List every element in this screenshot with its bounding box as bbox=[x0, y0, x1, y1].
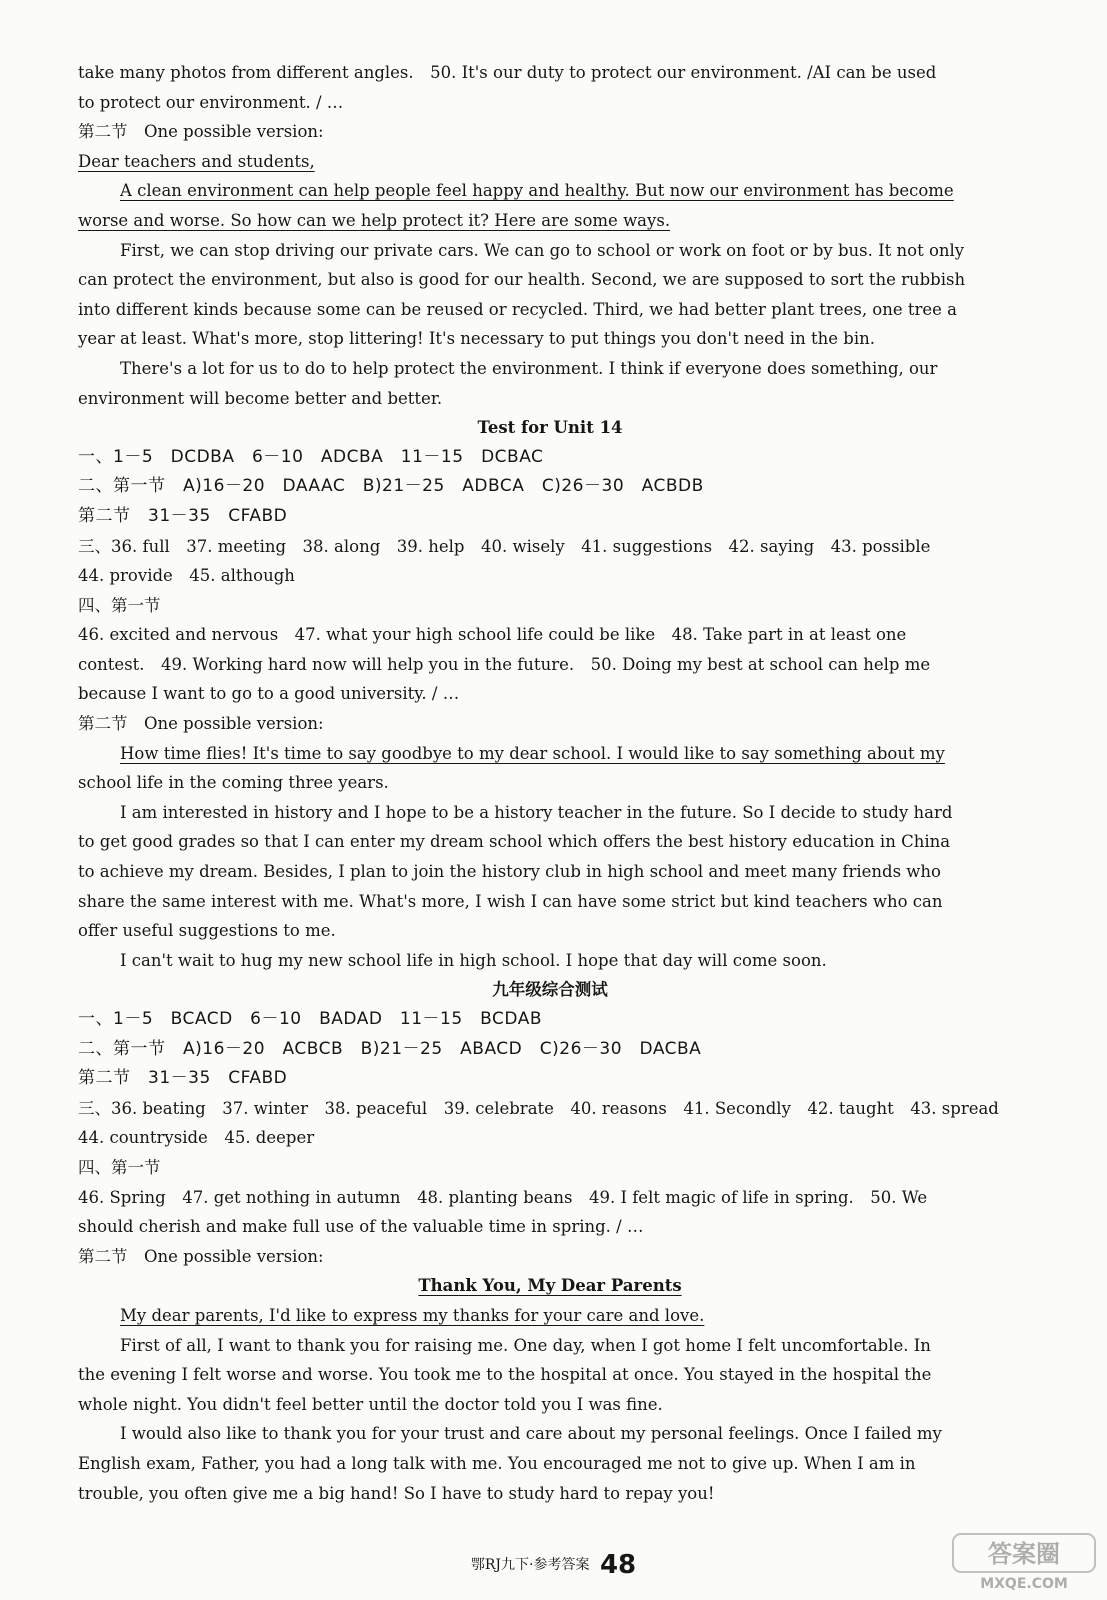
essay-line: year at least. What's more, stop littering! It's necessary to put things you don't need in the bin. bbox=[78, 329, 875, 349]
essay-line: the evening I felt worse and worse. You took me to the hospital at once. You stayed in the hospital the bbox=[78, 1365, 932, 1385]
answer-page bbox=[78, 58, 1022, 1508]
answer-row: should cherish and make full use of the valuable time in spring. / … bbox=[78, 1217, 644, 1237]
watermark-icon bbox=[949, 1530, 1099, 1594]
answer-row: 一、1－5 DCDBA 6－10 ADCBA 11－15 DCBAC bbox=[78, 446, 544, 467]
essay-salutation: Dear teachers and students, bbox=[78, 151, 315, 171]
essay-line: I can't wait to hug my new school life in high school. I hope that day will come soon. bbox=[120, 950, 827, 970]
footer-label: 鄂RJ九下·参考答案 bbox=[470, 1557, 590, 1573]
essay-line: How time flies! It's time to say goodbye to my dear school. I would like to say something about my bbox=[120, 743, 945, 763]
essay-line: environment will become better and better. bbox=[78, 388, 443, 408]
answer-row: contest. 49. Working hard now will help you in the future. 50. Doing my best at school can help me bbox=[78, 654, 931, 674]
section-title: Test for Unit 14 bbox=[477, 418, 623, 438]
watermark-text: 答案圈 bbox=[988, 1540, 1060, 1568]
section-heading: 第二节 One possible version: bbox=[78, 714, 324, 734]
page-footer bbox=[0, 1550, 1107, 1580]
essay-line: First, we can stop driving our private cars. We can go to school or work on foot or by bus. It not only bbox=[120, 240, 965, 260]
text-line: to protect our environment. / … bbox=[78, 92, 344, 112]
section-heading: 第二节 One possible version: bbox=[78, 1246, 324, 1266]
essay-line: worse and worse. So how can we help protect it? Here are some ways. bbox=[78, 210, 671, 230]
watermark-logo bbox=[949, 1530, 1099, 1594]
answer-row: 第二节 31－35 CFABD bbox=[78, 505, 288, 526]
section-heading: 第二节 One possible version: bbox=[78, 122, 324, 142]
essay-line: into different kinds because some can be reused or recycled. Third, we had better plant trees, one tree a bbox=[78, 299, 958, 319]
answer-row: 46. Spring 47. get nothing in autumn 48. planting beans 49. I felt magic of life in spring. 50. We bbox=[78, 1187, 928, 1207]
essay-line: A clean environment can help people feel happy and healthy. But now our environment has become bbox=[120, 181, 954, 201]
essay-line: to get good grades so that I can enter my dream school which offers the best history education in China bbox=[78, 832, 951, 852]
watermark-url: MXQE.COM bbox=[980, 1576, 1068, 1592]
essay-line: First of all, I want to thank you for raising me. One day, when I got home I felt uncomfortable. In bbox=[120, 1335, 931, 1355]
page-number: 48 bbox=[599, 1550, 637, 1580]
essay-line: There's a lot for us to do to help protect the environment. I think if everyone does something, our bbox=[120, 358, 938, 378]
section-heading: 四、第一节 bbox=[78, 1157, 161, 1177]
essay-line: whole night. You didn't feel better until the doctor told you I was fine. bbox=[78, 1394, 663, 1414]
answer-row: 44. provide 45. although bbox=[78, 566, 295, 586]
section-title: 九年级综合测试 bbox=[492, 980, 608, 1000]
essay-line: can protect the environment, but also is good for our health. Second, we are supposed to sort the rubbish bbox=[78, 270, 966, 290]
text-line: take many photos from different angles. 50. It's our duty to protect our environment. /AI can be used bbox=[78, 63, 937, 82]
essay-title: Thank You, My Dear Parents bbox=[418, 1276, 682, 1296]
answer-row: 一、1－5 BCACD 6－10 BADAD 11－15 BCDAB bbox=[78, 1009, 542, 1029]
answer-row: 44. countryside 45. deeper bbox=[78, 1128, 315, 1148]
essay-line: offer useful suggestions to me. bbox=[78, 921, 336, 941]
answer-row: because I want to go to a good university. / … bbox=[78, 684, 460, 704]
essay-line: English exam, Father, you had a long talk with me. You encouraged me not to give up. When I am in bbox=[78, 1453, 916, 1473]
answer-row: 46. excited and nervous 47. what your high school life could be like 48. Take part in at least one bbox=[78, 625, 907, 645]
essay-line: to achieve my dream. Besides, I plan to join the history club in high school and meet many friends who bbox=[78, 862, 941, 882]
essay-line: I am interested in history and I hope to be a history teacher in the future. So I decide to study hard bbox=[120, 802, 953, 822]
answer-row: 三、36. full 37. meeting 38. along 39. help 40. wisely 41. suggestions 42. saying 43. possible bbox=[78, 536, 931, 556]
essay-line: trouble, you often give me a big hand! So I have to study hard to repay you! bbox=[78, 1483, 715, 1503]
essay-line: I would also like to thank you for your trust and care about my personal feelings. Once I failed my bbox=[120, 1424, 942, 1444]
answer-row: 三、36. beating 37. winter 38. peaceful 39. celebrate 40. reasons 41. Secondly 42. taught 43. spread bbox=[78, 1098, 999, 1118]
essay-line: school life in the coming three years. bbox=[78, 773, 389, 793]
answer-row: 二、第一节 A)16－20 DAAAC B)21－25 ADBCA C)26－30 ACBDB bbox=[78, 476, 704, 497]
essay-line: My dear parents, I'd like to express my thanks for your care and love. bbox=[120, 1305, 705, 1325]
answer-row: 二、第一节 A)16－20 ACBCB B)21－25 ABACD C)26－30 DACBA bbox=[78, 1038, 702, 1059]
answer-row: 第二节 31－35 CFABD bbox=[78, 1068, 288, 1089]
section-heading: 四、第一节 bbox=[78, 595, 161, 615]
essay-line: share the same interest with me. What's more, I wish I can have some strict but kind teachers who can bbox=[78, 891, 943, 911]
